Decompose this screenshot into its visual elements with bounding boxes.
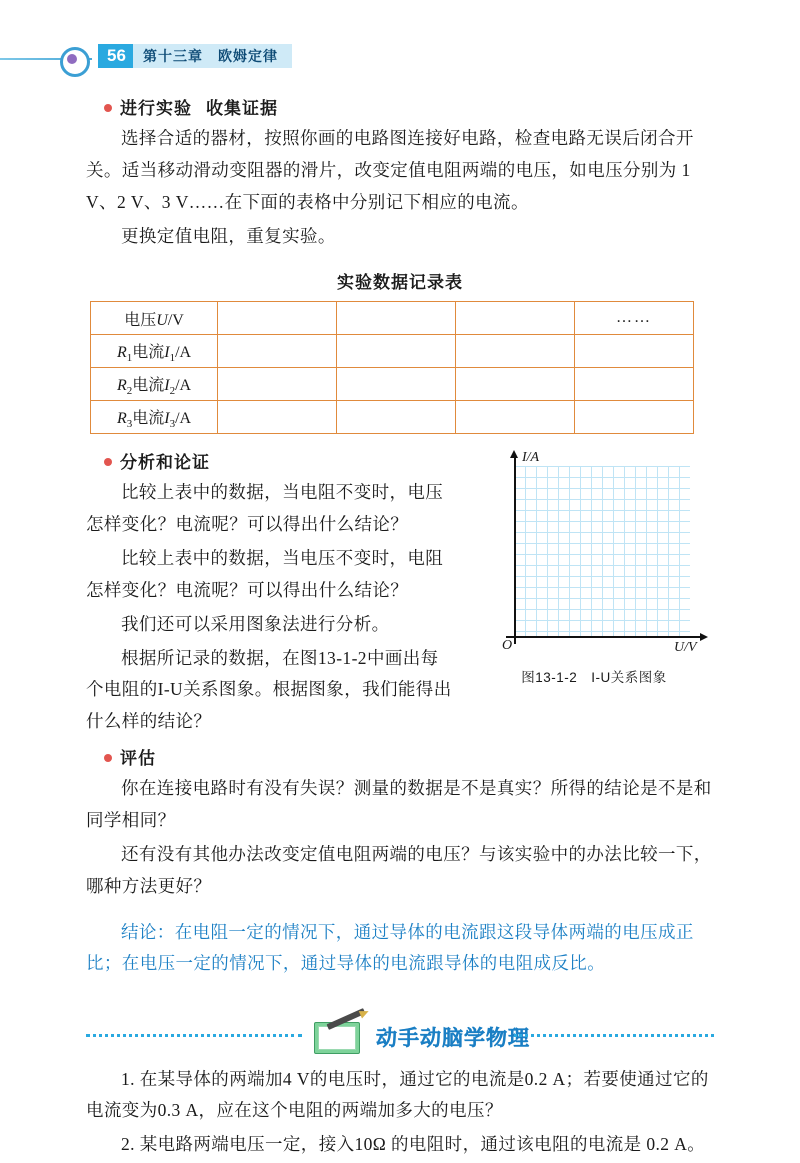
page-content	[86, 88, 714, 1163]
graph-y-axis	[514, 454, 516, 644]
conclusion-text: 结论：在电阻一定的情况下，通过导体的电流跟这段导体两端的电压成正比；在电压一定的情况下，通过导体的电流跟导体的电阻成反比。	[86, 921, 694, 973]
table-row-label: $R_3$电流$I_3/A$	[91, 401, 218, 434]
table-cell[interactable]	[456, 401, 575, 434]
experiment-heading	[104, 94, 714, 119]
graph-grid	[514, 466, 690, 636]
analysis-section	[86, 448, 714, 738]
analysis-heading	[104, 448, 456, 473]
graph-origin-label: O	[502, 638, 513, 654]
experiment-heading-2: 收集证据	[206, 99, 278, 118]
table-row-label: $R_1$电流$I_1/A$	[91, 335, 218, 368]
analysis-paragraph-4: 根据所记录的数据，在图13-1-2中画出每个电阻的I-U关系图象。根据图象，我们能得出什么样的结论？	[86, 647, 452, 732]
table-cell[interactable]	[575, 335, 694, 368]
evaluation-paragraph-2: 还有没有其他办法改变定值电阻两端的电压？与该实验中的办法比较一下，哪种方法更好？	[86, 843, 712, 896]
analysis-paragraph-3: 我们还可以采用图象法进行分析。	[121, 613, 390, 634]
table-title: 实验数据记录表	[337, 273, 463, 293]
header-circle-decoration	[60, 47, 90, 77]
graph-x-axis	[506, 636, 702, 638]
divider-dots-left	[86, 1034, 302, 1037]
page-header	[0, 44, 800, 74]
table-cell[interactable]	[337, 302, 456, 335]
analysis-paragraph-2: 比较上表中的数据，当电压不变时，电阻怎样变化？电流呢？可以得出什么结论？	[86, 548, 444, 600]
table-row	[91, 368, 694, 401]
table-row	[91, 401, 694, 434]
figure-caption: 图13-1-2 I-U关系图象	[521, 670, 667, 686]
exercise-list	[86, 1064, 714, 1162]
evaluation-heading	[104, 744, 714, 769]
bullet-dot-icon	[104, 754, 112, 762]
figure-iu-graph	[474, 450, 714, 686]
table-cell[interactable]	[337, 335, 456, 368]
table-row-label: 电压U/V	[91, 302, 218, 335]
activity-section-divider	[86, 1014, 714, 1054]
table-row	[91, 335, 694, 368]
table-cell[interactable]	[218, 401, 337, 434]
analysis-heading-label: 分析和论证	[120, 453, 210, 473]
exercise-item-1: 1. 在某导体的两端加4 V的电压时，通过它的电流是0.2 A；若要使通过它的电流变为0.3 A，应在这个电阻的两端加多大的电压？	[86, 1068, 709, 1121]
table-cell[interactable]	[575, 368, 694, 401]
experiment-paragraph-2: 更换定值电阻，重复实验。	[121, 225, 336, 246]
graph-x-axis-label: U/V	[674, 640, 697, 656]
analysis-text-column	[86, 448, 456, 738]
analysis-paragraph-1: 比较上表中的数据，当电阻不变时，电压怎样变化？电流呢？可以得出什么结论？	[86, 482, 444, 535]
evaluation-section	[86, 744, 714, 902]
table-cell[interactable]	[218, 368, 337, 401]
x-axis-arrow-icon	[700, 633, 708, 641]
graph-y-axis-label: I/A	[522, 450, 540, 466]
table-cell[interactable]	[456, 302, 575, 335]
table-cell-ellipsis: ……	[575, 302, 694, 335]
exercise-item-2: 2. 某电路两端电压一定，接入10Ω 的电阻时，通过该电阻的电流是 0.2 A。	[121, 1134, 706, 1155]
table-row-label: $R_2$电流$I_2/A$	[91, 368, 218, 401]
experiment-paragraph-1: 选择合适的器材，按照你画的电路图连接好电路，检查电路无误后闭合开关。适当移动滑动变阻器的滑片，改变定值电阻两端的电压，如电压分别为 1 V、2 V、3 V……在下面的表格中分别记下相应的电流。	[86, 128, 694, 212]
table-row	[91, 302, 694, 335]
table-cell[interactable]	[337, 368, 456, 401]
table-cell[interactable]	[218, 302, 337, 335]
divider-dots-right	[514, 1034, 714, 1037]
table-cell[interactable]	[218, 335, 337, 368]
table-cell[interactable]	[575, 401, 694, 434]
table-cell[interactable]	[456, 335, 575, 368]
notebook-pen-icon	[314, 1018, 372, 1052]
y-axis-arrow-icon	[510, 450, 518, 458]
experiment-data-table	[90, 301, 694, 434]
evaluation-heading-label: 评估	[120, 749, 156, 769]
bullet-dot-icon	[104, 104, 112, 112]
activity-section-title: 动手动脑学物理	[376, 1026, 530, 1050]
evaluation-paragraph-1: 你在连接电路时有没有失误？测量的数据是不是真实？所得的结论是不是和同学相同？	[86, 778, 712, 830]
page-number: 56	[98, 44, 135, 68]
bullet-dot-icon	[104, 458, 112, 466]
graph-canvas	[488, 450, 706, 662]
table-cell[interactable]	[456, 368, 575, 401]
experiment-heading-1: 进行实验	[120, 99, 192, 118]
table-cell[interactable]	[337, 401, 456, 434]
chapter-title: 第十三章 欧姆定律	[133, 44, 292, 68]
